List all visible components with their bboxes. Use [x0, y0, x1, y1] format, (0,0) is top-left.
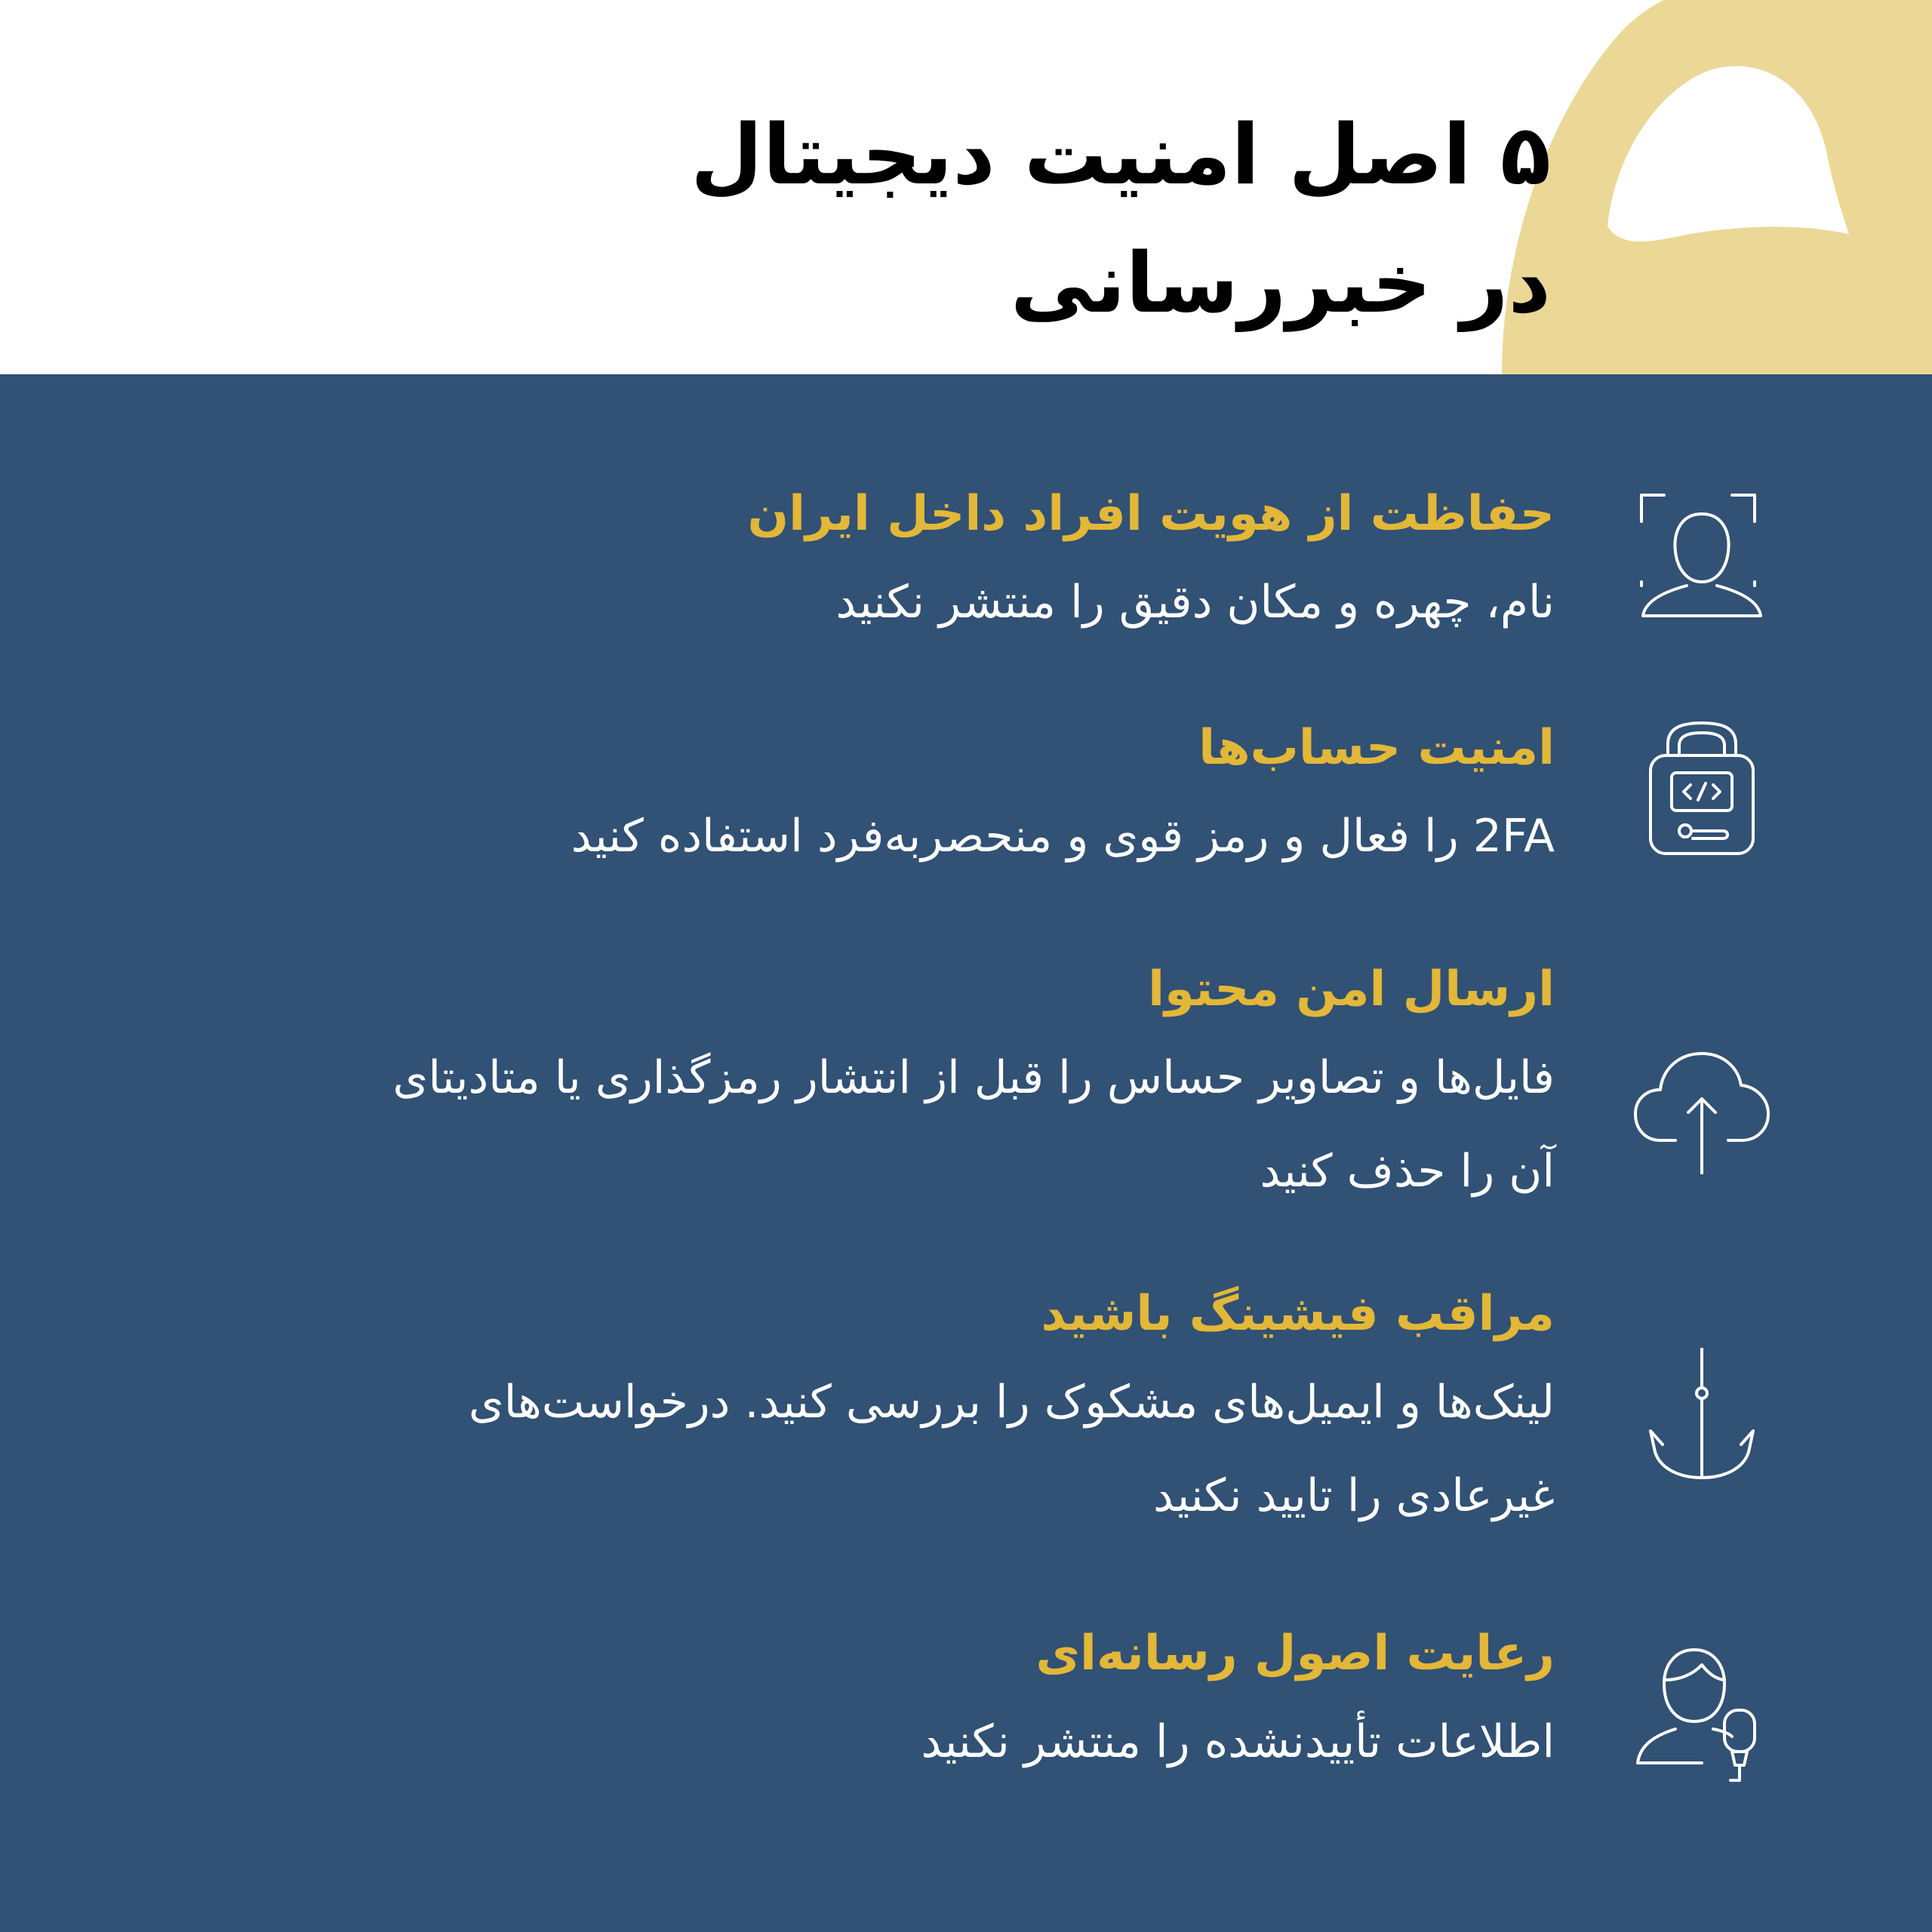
principle-title: رعایت اصول رسانه‌ای: [1035, 1626, 1555, 1681]
principle-title: حفاظت از هویت افراد داخل ایران: [747, 486, 1555, 542]
reporter-microphone-icon: [1634, 1646, 1770, 1782]
fishing-hook-icon: [1634, 1348, 1770, 1484]
principle-item-media-ethics: [121, 1612, 1555, 1789]
principle-title: مراقب فیشینگ باشید: [1041, 1286, 1555, 1342]
secure-code-lock-icon: [1634, 721, 1770, 857]
principle-description: 2FA را فعال و رمز قوی و منحصربه‌فرد استفاده کنید: [571, 810, 1555, 863]
principle-item-phishing: [121, 1272, 1555, 1543]
header: [0, 0, 1932, 374]
page-title: [419, 91, 1551, 347]
principle-item-accounts: [121, 706, 1555, 883]
principle-title: ارسال امن محتوا: [1148, 961, 1555, 1017]
principle-description-line-2: آن را حذف کنید: [1260, 1145, 1555, 1198]
principle-description: فایل‌ها و تصاویر حساس را قبل از انتشار رمزگذاری یا متادیتای: [392, 1051, 1555, 1104]
principle-description-line-2: غیرعادی را تایید نکنید: [1152, 1469, 1555, 1522]
principle-description: لینک‌ها و ایمیل‌های مشکوک را بررسی کنید. درخواست‌های: [468, 1376, 1555, 1429]
principle-description: اطلاعات تأییدنشده را منتشر نکنید: [921, 1715, 1555, 1768]
principle-description: نام، چهره و مکان دقیق را منتشر نکنید: [835, 576, 1555, 629]
principle-item-identity: [121, 472, 1555, 649]
principle-item-content: [121, 948, 1555, 1218]
principle-title: امنیت حساب‌ها: [1198, 720, 1555, 776]
cloud-upload-icon: [1634, 1038, 1770, 1174]
principles-panel: [0, 374, 1932, 1932]
title-line-2: در خبررسانی: [1010, 235, 1551, 331]
face-scan-icon: [1634, 488, 1770, 623]
title-line-1: ۵ اصل امنیت دیجیتال: [691, 106, 1551, 203]
